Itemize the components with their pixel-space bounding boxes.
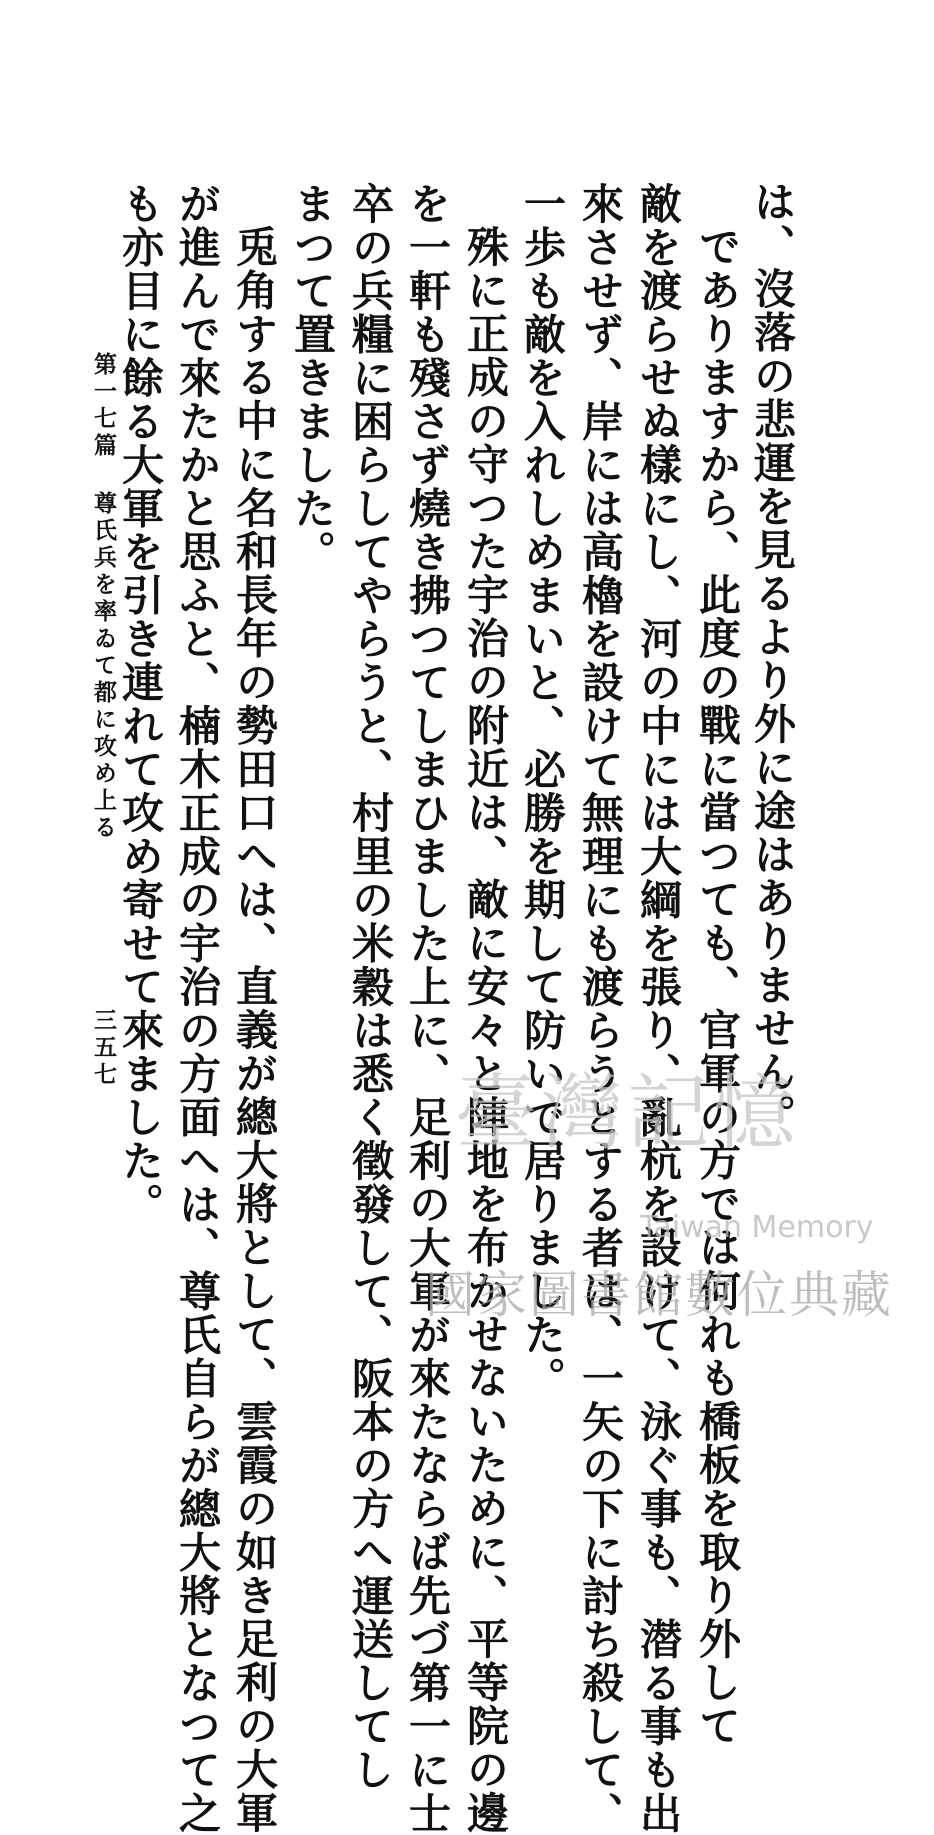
text-column-8: 卒の兵糧に困らしてやらうと、村里の米穀は悉く徵發して、阪本の方へ運送してし — [346, 182, 395, 1792]
text-column-4: 來させず、岸には高櫓を設けて無理にも渡らうとする者は、一矢の下に討ち殺して、 — [576, 182, 625, 1835]
text-column-6: 殊に正成の守つた宇治の附近は、敵に安々と陣地を布かせないために、平等院の邊 — [461, 225, 510, 1835]
text-column-3: 敵を渡らせぬ樣にし、河の中には大綱を張り、亂杭を設けて、泳ぐ事も、潜る事も出 — [634, 182, 683, 1835]
watermark-logo-text: 臺灣記憶 — [455, 1066, 800, 1161]
watermark-english: Taiwan Memory — [640, 1210, 874, 1245]
text-column-11: が進んで來たかと思ふと、楠木正成の宇治の方面へは、尊氏自らが總大將となつて之 — [173, 182, 222, 1835]
text-column-9: まつて置きました。 — [288, 182, 337, 574]
text-column-5: 一歩も敵を入れしめまいと、必勝を期して防いで居りました。 — [518, 182, 567, 1400]
text-column-12: も亦目に餘る大軍を引き連れて攻め寄せて來ました。 — [116, 182, 165, 1226]
text-column-10: 兎角する中に名和長年の勢田口へは、直義が總大將として、雲霞の如き足利の大軍 — [230, 225, 279, 1835]
page-number: 三五七 — [90, 1008, 117, 1089]
text-column-1: は、沒落の悲運を見るより外に途はありません。 — [748, 180, 797, 1137]
running-head: 第一七篇 尊氏兵を率ゐて都に攻め上る — [90, 352, 117, 842]
watermark-institution: 國家圖書館數位典藏 — [425, 1266, 893, 1324]
text-column-2: でありますから、此度の戰に當つても、官軍の方では何れも橋板を取り外して — [693, 225, 742, 1748]
text-column-7: を一軒も殘さず燒き拂つてしまひました上に、足利の大軍が來たならば先づ第一に士 — [403, 182, 452, 1835]
